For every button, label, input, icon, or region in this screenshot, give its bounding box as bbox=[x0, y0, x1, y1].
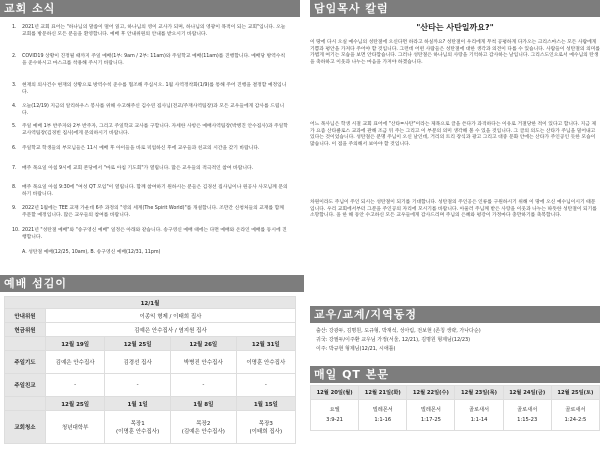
sermon-title: "산타는 사탄일까요?" bbox=[416, 23, 494, 32]
date-cell: 1월 1일 bbox=[105, 397, 171, 411]
cleaning-label: 교회청소 bbox=[5, 411, 46, 444]
news-item: 10. 2021년 "성탄절 예배"와 "송구영신 예배" 일정은 아래와 같습니다. 송구영신 예배 때에는 다면 예배와 온라인 예배를 동시에 진행합니다. bbox=[12, 228, 287, 240]
guide-value: 이종익 형제 / 이태희 집사 bbox=[46, 309, 296, 323]
qt-passage: 빌레몬서 1:1-16 bbox=[359, 400, 407, 431]
prayer-cell: 이명훈 안수집사 bbox=[236, 351, 295, 374]
sermon-paragraph: 차원이라도 주님이 주인 되시는 성탄절이 되기를 기대합니다. 성탄절의 주인공은 인류를 구원하시기 위해 이 땅에 오신 예수님이시기 때문입니다. 우리 교회에서부터 그분을 주인공의 자리에 모시기를 바랍니다. 아울러 주님께 받은 사랑을 이웃과 나누는 따뜻한 성탄절이 되기를 소망합니다. 올 한 해 동안 수고하신 모든 교우들에게 감사드리며 주님의 은혜와 평강이 가정마다 충만하기를 축복합니다. bbox=[310, 200, 597, 219]
qt-day: 12월 25일(토) bbox=[551, 386, 599, 400]
news-item: 2. COVID19 상황이 진정될 때까지 주일 예배(1부: 9am / 2부: 11am)와 주일학교 예배(11am)를 진행합니다. 예배당 방역수칙을 준수하시고 마스크를 착용해 주시기 바랍니다. bbox=[12, 54, 286, 66]
worship-table bbox=[4, 296, 296, 444]
table-caption: 12/1월 bbox=[5, 297, 296, 309]
date-cell: 1월 15일 bbox=[236, 397, 295, 411]
qt-day: 12월 24일(금) bbox=[503, 386, 551, 400]
news-header: 교회 소식 bbox=[0, 0, 300, 17]
sermon-paragraph: 어느 목사님은 학생 시절 교회 표어에 "산타=사탄"이라는 제목으로 글을 쓴다가 과격하다는 이유로 거절당한 적이 있다고 합니다. 지금 제가 요즘 산타클로스 교과에 관해 조금 뒤 주는 그리고 이 부분의 의미 생각해 볼 수 있을 것입니다. 그 글의 의도는 산타가 주님을 밀어내고 있다는 것이었습니다. 성탄절은 분명 주님이 오신 날인데, 거리의 트리 장식과 광고 그리고 대중 문화 안에는 산타가 주인공인 듯한 모습이 많습니다. 이 점을 주의해서 보아야 할 것입니다. bbox=[310, 122, 597, 147]
fellowship-cell: - bbox=[105, 374, 171, 397]
prayer-label: 주일기도 bbox=[5, 351, 46, 374]
date-cell: 1월 8일 bbox=[170, 397, 236, 411]
sermon-paragraph: 이 땅에 다시 오실 예수님의 성탄절에 오신다면 하라고 하실까요? 성탄절이 우리에게 무척 공평하게 다가오는 크리스마스는 모든 사람에게 기쁨과 평안을 가져다 주어야 할 것입니다. 그런데 어떤 사람들은 성탄절에 대한 생각과 의견이 다를 수 있습니다. 사람들이 성탄절의 의미를 가볍게 여기는 모습을 보면 안타깝습니다. 그러나 성탄절은 하나님의 사랑을 기억하고 감사하는 날입니다. 그리스도인으로서 예수님의 탄생을 축하하고 이웃과 나누는 마음을 가져야 하겠습니다. bbox=[310, 40, 600, 65]
fellowship-cell: - bbox=[236, 374, 295, 397]
cleaning-cell: 목장2 (김예은 안수집사) bbox=[170, 411, 236, 444]
qt-passage: 골로새서 1:15-23 bbox=[503, 400, 551, 431]
prayer-line: 이주: 박규현 형제님(12/21, 시애틀) bbox=[316, 346, 396, 352]
offering-value: 김예은 안수집사 / 염지원 집사 bbox=[46, 323, 296, 337]
news-item: 6. 주일학교 학생들의 부모님들은 11시 예배 후 아이들을 바로 픽업하신 후에 교우들과 친교의 시간을 갖기 바랍니다. bbox=[12, 146, 260, 151]
qt-day: 12월 23일(목) bbox=[455, 386, 503, 400]
news-item: 4. 오늘(12/19) 지금의 알리하우스 봉사를 위해 수고해주신 김수연 집사님(전교/주재사역팀장)과 모든 교우들에게 감사를 드립니다. bbox=[12, 104, 285, 116]
cleaning-cell: 목장1 (이명훈 안수집사) bbox=[105, 411, 171, 444]
qt-day: 12월 22일(수) bbox=[407, 386, 455, 400]
cleaning-cell: 목장3 (이태희 집사) bbox=[236, 411, 295, 444]
guide-label: 안내위원 bbox=[5, 309, 46, 323]
qt-passage: 골로새서 1:24-2:5 bbox=[551, 400, 599, 431]
cleaning-cell: 청년대학부 bbox=[46, 411, 105, 444]
date-cell: 12월 31일 bbox=[236, 337, 295, 351]
qt-header: 매일 QT 본문 bbox=[310, 366, 600, 383]
qt-passage: 빌레몬서 1:17-25 bbox=[407, 400, 455, 431]
news-item: 1. 2021년 교회 표어는 "하나님의 말씀이 떨어 읽고, 하나님의 영이 교사가 되며, 하나님의 영광이 목적이 되는 교회"입니다. 오늘 교회를 방문하신 모든 분들을 환영합니다. 예배 후 안내위원의 안내를 받으시기 바랍니다. bbox=[12, 25, 286, 37]
fellowship-label: 주일친교 bbox=[5, 374, 46, 397]
fellowship-cell: - bbox=[170, 374, 236, 397]
prayer-news-header: 교우/교계/지역동정 bbox=[310, 306, 600, 323]
news-item: 5. 주일 예배 1부 반주자와 2부 반주자, 그리고 주일학교 교사를 구합니다. 자세한 사항은 예배사역팀장(박병진 안수집사)과 주일학교사역팀장(김경빈 집사)에게 문의하시기 바랍니다. bbox=[12, 124, 288, 136]
sermon-header: 담임목사 칼럼 bbox=[310, 0, 600, 17]
qt-day: 12월 20일(월) bbox=[311, 386, 359, 400]
offering-label: 헌금위원 bbox=[5, 323, 46, 337]
qt-table bbox=[310, 385, 600, 431]
date-cell: 12월 25일 bbox=[46, 397, 105, 411]
qt-passage: 요엘 3:9-21 bbox=[311, 400, 359, 431]
news-item: A. 성탄절 예배(12/25, 10am), B. 송구영신 예배(12/31, 11pm) bbox=[22, 250, 161, 255]
news-item: 3. 현재의 의사건수 현재의 상황으로 방역수칙 준수를 협조해 주십시오. 1월 사역정착화(1/9)를 통해 주어 진행을 결정할 예정입니다. bbox=[12, 83, 287, 95]
prayer-line: 귀국: 강필두/이주환 교우님 가정(서울, 12/21), 김명원 형제님(12/23) bbox=[316, 337, 471, 343]
prayer-cell: 김예은 안수집사 bbox=[46, 351, 105, 374]
prayer-news bbox=[316, 327, 481, 354]
date-cell: 12월 26일 bbox=[170, 337, 236, 351]
qt-passage: 골로새서 1:1-14 bbox=[455, 400, 503, 431]
news-item: 7. 매주 목요일 아침 9시에 교회 본당에서 "마로 아침 기도회"가 열립니다. 많은 교우들의 적극적인 참여 바랍니다. bbox=[12, 166, 254, 171]
prayer-cell: 김경선 집사 bbox=[105, 351, 171, 374]
date-cell: 12월 25일 bbox=[105, 337, 171, 351]
worship-header: 예배 섬김이 bbox=[0, 275, 304, 292]
news-list bbox=[0, 17, 300, 272]
prayer-line: 출산: 강광두, 김명원, 도규형, 박재석, 성아림, 전보현 (존칭 생략, 가나다순) bbox=[316, 328, 481, 334]
date-cell: 12월 19일 bbox=[46, 337, 105, 351]
prayer-cell: 박병진 안수집사 bbox=[170, 351, 236, 374]
news-item: 9. 2022년 1월에는 TEE 교재 가운데 6주 과정의 "영의 세계(The Spirit World)"를 개설합니다. 조만간 신청처들의 교재를 함께 주문할 예정입니다. 많은 교우들의 참여를 바랍니다. bbox=[12, 206, 284, 218]
news-item: 8. 매주 목요일 아침 9:30에 "여성 QT 모임"이 열립니다. 함께 참여하기 원하시는 분들은 김경선 집사님이나 원공사 사모님께 문의하기 바랍니다. bbox=[12, 185, 288, 197]
right-column bbox=[310, 0, 600, 462]
fellowship-cell: - bbox=[46, 374, 105, 397]
qt-day: 12월 21일(화) bbox=[359, 386, 407, 400]
